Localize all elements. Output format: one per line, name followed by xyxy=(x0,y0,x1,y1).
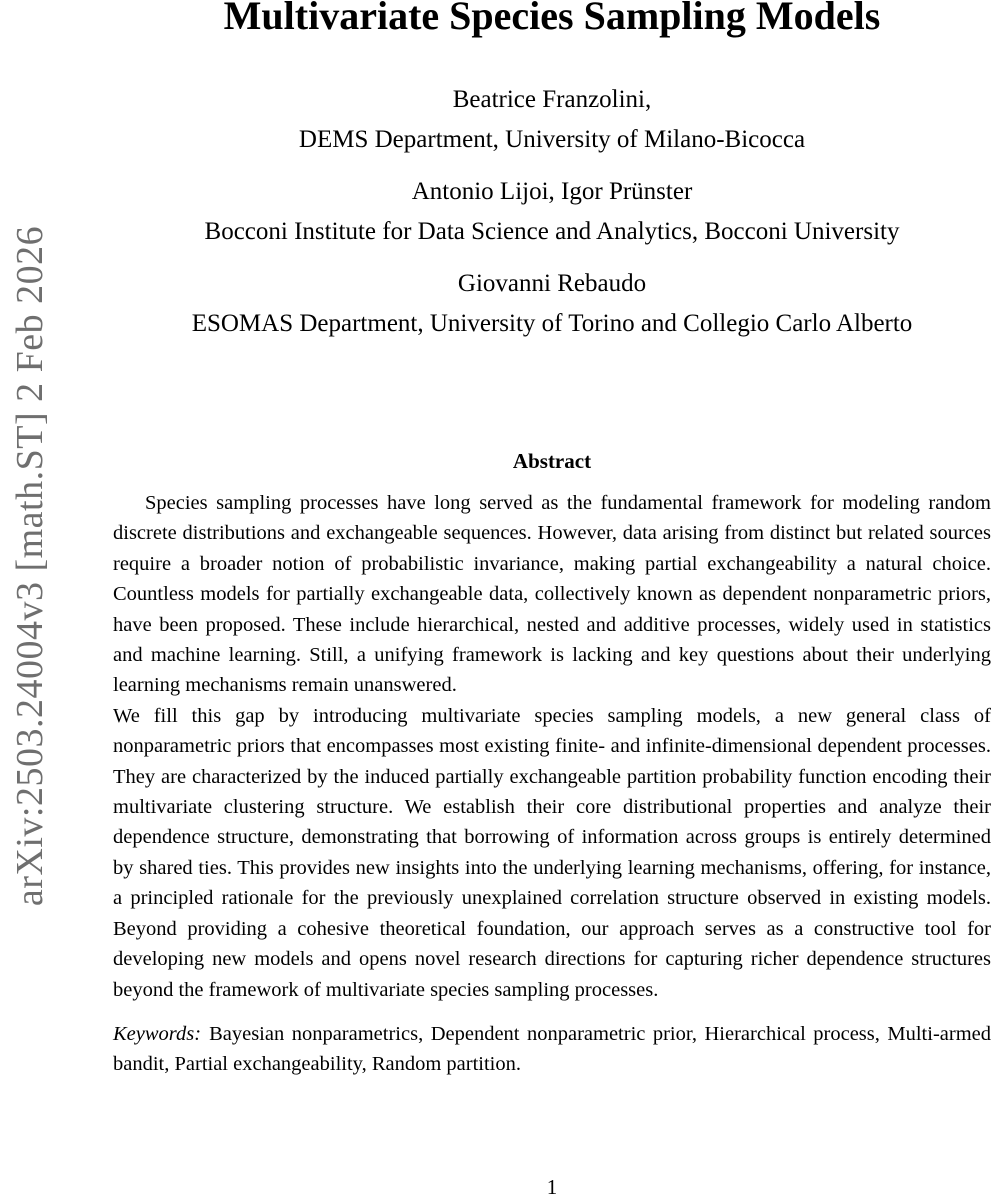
page-number: 1 xyxy=(546,1175,558,1199)
abstract-section xyxy=(113,448,991,1080)
author-names: Beatrice Franzolini, xyxy=(452,86,652,113)
author-group xyxy=(113,172,991,252)
author-affiliation: ESOMAS Department, University of Torino and Collegio Carlo Alberto xyxy=(191,310,913,337)
author-affiliation: DEMS Department, University of Milano-Bicocca xyxy=(298,126,806,153)
author-names: Antonio Lijoi, Igor Prünster xyxy=(411,178,693,205)
arxiv-watermark: arXiv:2503.24004v3 [math.ST] 2 Feb 2026 xyxy=(9,225,51,907)
keywords-label: Keywords: xyxy=(113,1022,202,1045)
abstract-paragraph-2: We fill this gap by introducing multivariate species sampling models, a new general class of nonparametric priors that encompasses most existing finite- and infinite-dimensional dependent processes. They are characterized by the induced partially exchangeable partition probability function encoding their multivariate clustering structure. We establish their core distributional properties and analyze their dependence structure, demonstrating that borrowing of information across groups is entirely determined by shared ties. This provides new insights into the underlying learning mechanisms, offering, for instance, a principled rationale for the previously unexplained correlation structure observed in existing models. Beyond providing a cohesive theoretical foundation, our approach serves as a constructive tool for developing new models and opens novel research directions for capturing richer dependence structures beyond the framework of multivariate species sampling processes. xyxy=(113,704,991,1001)
author-affiliation: Bocconi Institute for Data Science and Analytics, Bocconi University xyxy=(204,218,900,245)
abstract-paragraph-1: Species sampling processes have long served as the fundamental framework for modeling random discrete distributions and exchangeable sequences. However, data arising from distinct but related sources require a broader notion of probabilistic invariance, making partial exchangeability a natural choice. Countless models for partially exchangeable data, collectively known as dependent nonparametric priors, have been proposed. These include hierarchical, nested and additive processes, widely used in statistics and machine learning. Still, a unifying framework is lacking and key questions about their underlying learning mechanisms remain unanswered. xyxy=(113,492,991,697)
author-group xyxy=(113,264,991,344)
keywords-line xyxy=(113,1019,991,1080)
author-block xyxy=(113,80,991,356)
author-names: Giovanni Rebaudo xyxy=(457,270,647,297)
keywords-text: Bayesian nonparametrics, Dependent nonparametric prior, Hierarchical process, Multi-armed bandit, Partial exchangeability, Random partition. xyxy=(113,1022,991,1076)
paper-title: Multivariate Species Sampling Models xyxy=(223,0,881,38)
abstract-heading: Abstract xyxy=(512,449,592,473)
author-group xyxy=(113,80,991,160)
